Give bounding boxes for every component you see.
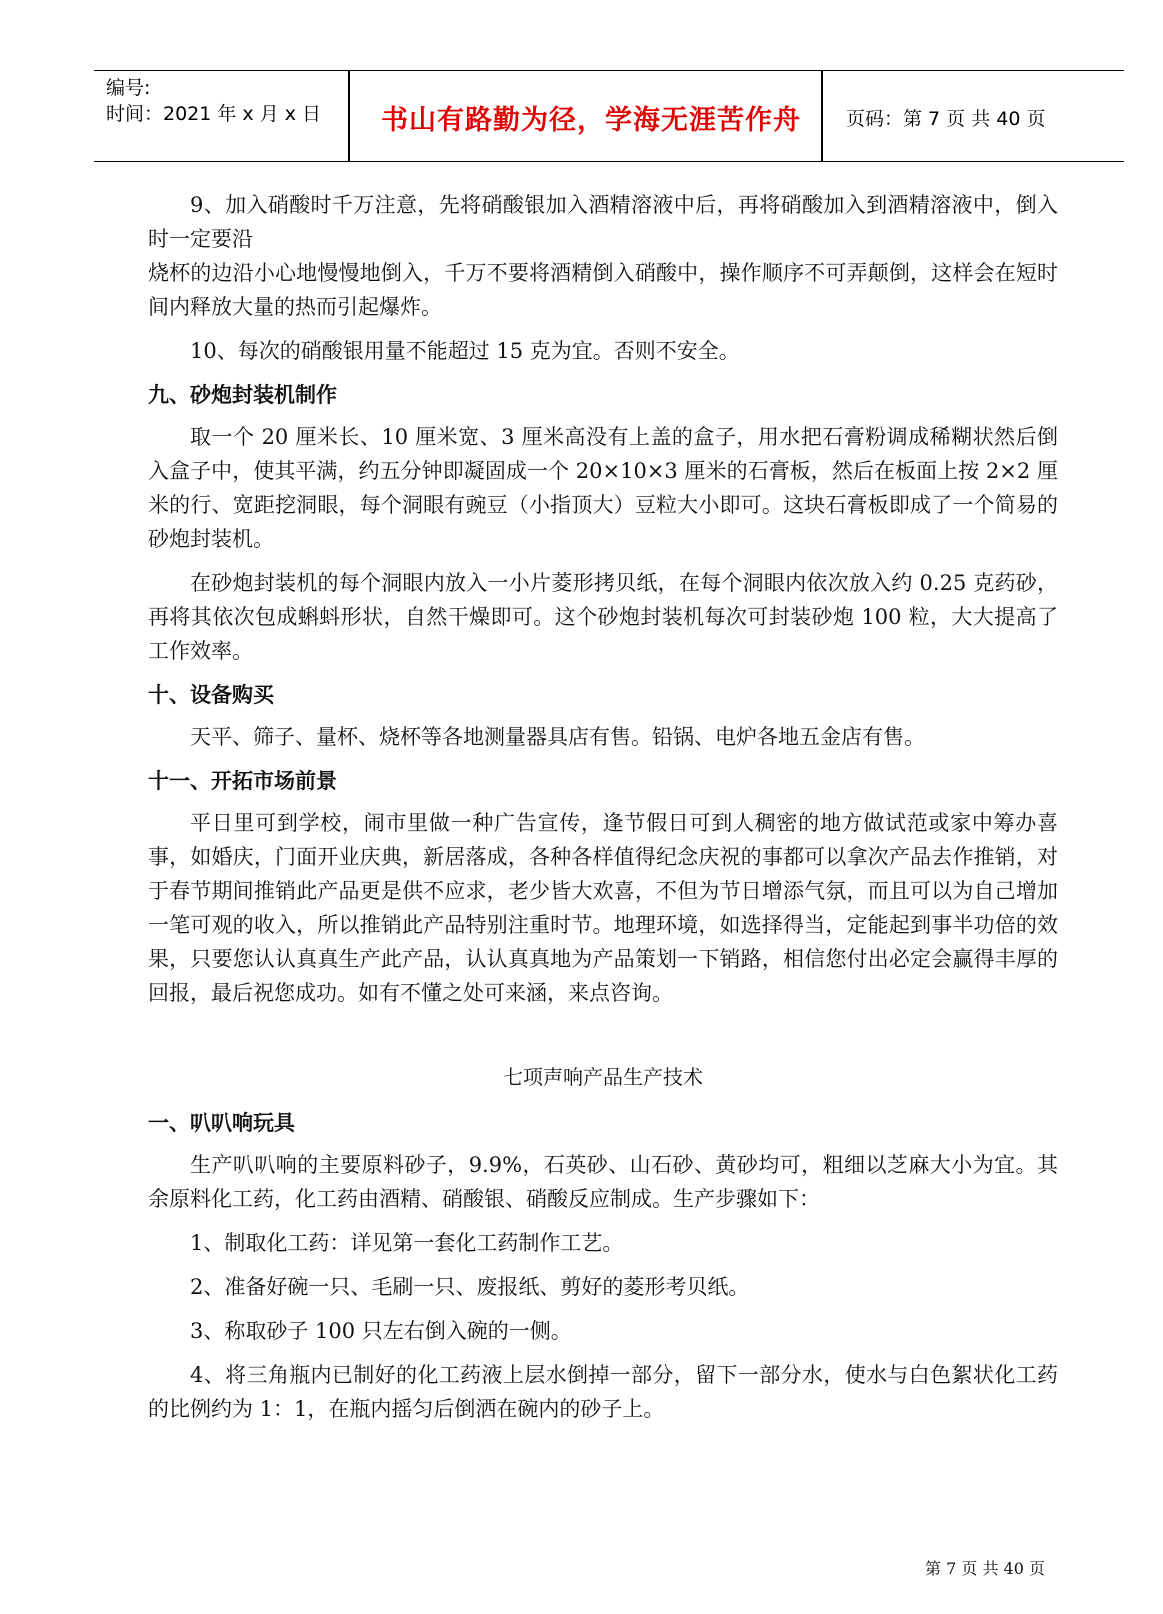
header-page-info: 页码：第 7 页 共 40 页: [846, 107, 1046, 130]
paragraph: 10、每次的硝酸银用量不能超过 15 克为宜。否则不安全。: [190, 339, 740, 363]
page-footer: 第 7 页 共 40 页: [925, 1559, 1045, 1578]
paragraph: 平日里可到学校，闹市里做一种广告宣传，逢节假日可到人稠密的地方做试范或家中筹办喜事，如婚庆，门面开业庆典，新居落成，各种各样值得纪念庆祝的事都可以拿次产品去作推销，对于春节期间推销此产品更是供不应求，老少皆大欢喜，不但为节日增添气氛，而且可以为自己增加一笔可观的收入，所以推销此产品特别注重时节。地理环境，如选择得当，定能起到事半功倍的效果，只要您认认真真生产此产品，认认真真地为产品策划一下销路，相信您付出必定会赢得丰厚的回报，最后祝您成功。如有不懂之处可来涵，来点咨询。: [148, 811, 1058, 1005]
paragraph: 烧杯的边沿小心地慢慢地倒入，千万不要将酒精倒入硝酸中，操作顺序不可弄颠倒，这样会在短时间内释放大量的热而引起爆炸。: [148, 261, 1058, 319]
paragraph: 天平、筛子、量杯、烧杯等各地测量器具店有售。铅锅、电炉各地五金店有售。: [190, 725, 925, 749]
paragraph: 3、称取砂子 100 只左右倒入碗的一侧。: [190, 1319, 572, 1343]
page-header: [94, 70, 1124, 162]
paragraph: 9、加入硝酸时千万注意，先将硝酸银加入酒精溶液中后，再将硝酸加入到酒精溶液中，倒入时一定要沿: [148, 193, 1058, 251]
document-number-label: 编号:: [106, 77, 151, 99]
paragraph: 2、准备好碗一只、毛刷一只、废报纸、剪好的菱形考贝纸。: [190, 1275, 750, 1299]
paragraph: 4、将三角瓶内已制好的化工药液上层水倒掉一部分，留下一部分水，使水与白色絮状化工药的比例约为 1：1，在瓶内摇匀后倒洒在碗内的砂子上。: [148, 1363, 1058, 1421]
section-heading: 十、设备购买: [148, 683, 274, 707]
section-heading: 九、砂炮封装机制作: [148, 383, 337, 407]
paragraph: 1、制取化工药：详见第一套化工药制作工艺。: [190, 1231, 624, 1255]
header-divider: [821, 71, 823, 161]
document-body: [148, 188, 1058, 1436]
section-heading: 一、叭叭响玩具: [148, 1111, 295, 1135]
paragraph: 取一个 20 厘米长、10 厘米宽、3 厘米高没有上盖的盒子，用水把石膏粉调成稀糊状然后倒入盒子中，使其平满，约五分钟即凝固成一个 20×10×3 厘米的石膏板，然后在板面上按 2×2 厘米的行、宽距挖洞眼，每个洞眼有豌豆（小指顶大）豆粒大小即可。这块石膏板即成了一个简易的砂炮封装机。: [148, 425, 1058, 551]
document-date: 时间：2021 年 x 月 x 日: [106, 103, 322, 125]
paragraph: 在砂炮封装机的每个洞眼内放入一小片菱形拷贝纸，在每个洞眼内依次放入约 0.25 克药砂，再将其依次包成蝌蚪形状，自然干燥即可。这个砂炮封装机每次可封装砂炮 100 粒，大大提高了工作效率。: [148, 571, 1058, 663]
header-meta: [106, 75, 321, 127]
header-motto: 书山有路勤为径，学海无涯苦作舟: [381, 104, 801, 136]
chapter-title: 七项声响产品生产技术: [503, 1065, 703, 1089]
paragraph: 生产叭叭响的主要原料砂子，9.9%，石英砂、山石砂、黄砂均可，粗细以芝麻大小为宜。其余原料化工药，化工药由酒精、硝酸银、硝酸反应制成。生产步骤如下：: [148, 1153, 1058, 1211]
section-heading: 十一、开拓市场前景: [148, 769, 337, 793]
